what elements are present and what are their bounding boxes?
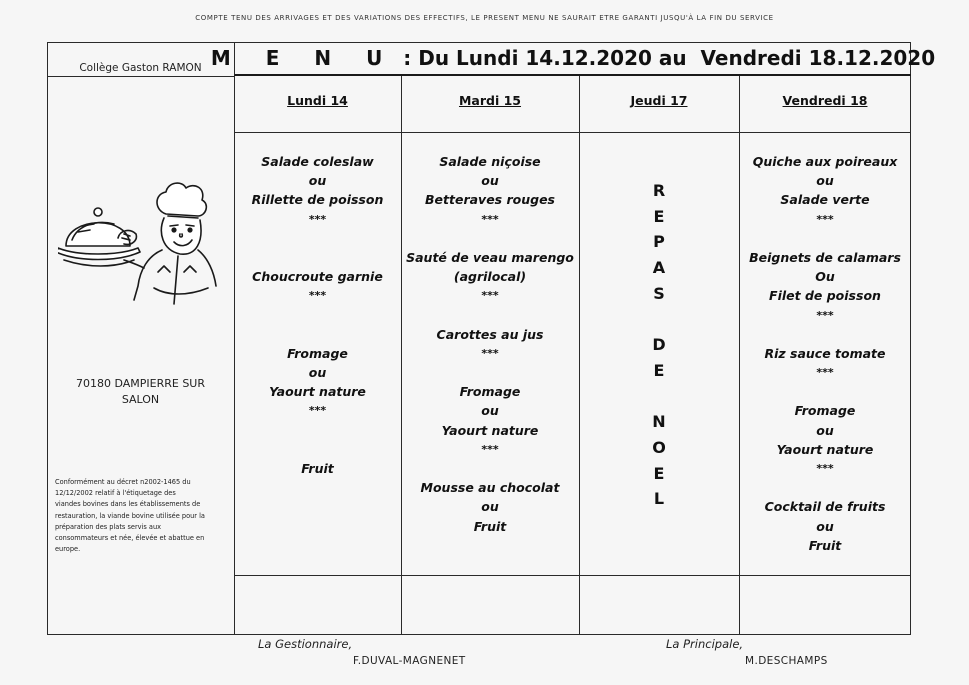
menu-title [210, 42, 936, 76]
header-row-divider [234, 132, 911, 133]
course-separator: *** [481, 442, 499, 456]
menu-item: ou [308, 173, 327, 189]
noel-gap [579, 384, 739, 410]
spacer [739, 229, 911, 248]
noel-letter: A [652, 258, 666, 278]
noel-letter: E [653, 206, 665, 226]
legal-line: consommateurs et née, élevée et abattue en [55, 534, 205, 543]
menu-item: Fromage [459, 384, 521, 400]
spacer [234, 440, 401, 459]
course-separator: *** [481, 212, 499, 226]
menu-item: Fromage [794, 403, 856, 419]
menu-item: Mousse au chocolat [420, 480, 560, 496]
chef-illustration-icon [58, 176, 218, 311]
spacer [401, 306, 579, 325]
footer-row-divider [234, 575, 911, 576]
course-separator: *** [308, 212, 327, 226]
menu-item: Fromage [287, 345, 348, 361]
menu-item: Carottes au jus [436, 326, 544, 342]
legal-line: Conformément au décret n2002-1465 du [55, 478, 191, 486]
signature-left-role: La Gestionnaire, [258, 637, 353, 651]
menu-item: Salade niçoise [439, 154, 541, 169]
spacer [739, 478, 911, 497]
menu-item: Riz sauce tomate [764, 345, 886, 361]
menu-item: ou [816, 518, 834, 534]
signature-right-name: M.DESCHAMPS [745, 655, 828, 667]
noel-letter: O [652, 437, 666, 457]
noel-gap [579, 306, 739, 332]
spacer [739, 325, 911, 344]
legal-line: viandes bovines dans les établissements de [55, 500, 201, 509]
signature-right-role: La Principale, [666, 637, 744, 651]
legal-line: préparation des plats servis aux [55, 522, 162, 531]
legal-line: 12/12/2002 relatif à l'étiquetage des [55, 489, 176, 498]
course-separator: *** [308, 289, 327, 303]
noel-letter: N [652, 412, 666, 432]
menu-item: Betteraves rouges [425, 192, 555, 208]
menu-item: Salade verte [780, 192, 870, 208]
noel-letter: D [652, 335, 666, 355]
menu-item: Beignets de calamars [749, 249, 901, 265]
course-separator: *** [816, 308, 834, 322]
legal-line: europe. [55, 545, 81, 554]
spacer [401, 363, 579, 382]
menu-item: ou [481, 499, 499, 515]
course-separator: *** [481, 289, 499, 303]
menu-column-vendredi [739, 152, 911, 555]
menu-item: Fruit [808, 537, 842, 553]
noel-letter: P [653, 232, 665, 252]
left-panel-top-line [47, 76, 234, 77]
noel-letter: L [653, 489, 665, 509]
menu-item: Fruit [473, 518, 507, 534]
menu-item: ou [481, 173, 499, 189]
menu-item: Rillette de poisson [251, 192, 384, 208]
signature-left-name: F.DUVAL-MAGNENET [353, 655, 466, 667]
menu-item: Sauté de veau marengo [406, 249, 574, 265]
legal-note [55, 477, 231, 555]
menu-item: Fruit [301, 461, 334, 476]
menu-date-range: : Du Lundi 14.12.2020 au Vendredi 18.12.2020 [396, 46, 936, 70]
spacer [234, 325, 401, 344]
noel-letter: E [653, 463, 665, 483]
course-separator: *** [481, 346, 499, 360]
day-header-mardi: Mardi 15 [458, 93, 522, 108]
noel-letter: E [653, 360, 665, 380]
course-separator: *** [816, 366, 834, 380]
day-header-lundi: Lundi 14 [287, 93, 348, 108]
spacer [739, 382, 911, 401]
menu-item: Filet de poisson [769, 288, 881, 304]
spacer [401, 229, 579, 248]
menu-item: (agrilocal) [453, 269, 527, 285]
menu-item: Choucroute garnie [252, 269, 383, 285]
course-separator: *** [308, 404, 327, 418]
menu-item: ou [816, 422, 834, 438]
menu-item: Cocktail de fruits [764, 499, 886, 515]
menu-item: Ou [815, 269, 835, 285]
noel-letter: S [653, 283, 665, 303]
menu-item: ou [816, 173, 834, 189]
menu-item: ou [481, 403, 499, 419]
menu-item: Yaourt nature [269, 384, 366, 400]
course-separator: *** [816, 462, 834, 475]
course-separator: *** [816, 212, 834, 226]
legal-line: restauration, la viande bovine utilisée pour la [55, 511, 205, 520]
repas-de-noel-vertical-text [579, 178, 739, 512]
spacer [234, 229, 401, 248]
spacer [234, 248, 401, 267]
menu-item: Yaourt nature [441, 422, 539, 438]
day-header-jeudi: Jeudi 17 [630, 93, 688, 108]
address-line-2: SALON [121, 393, 160, 406]
spacer [401, 459, 579, 478]
menu-column-lundi [234, 152, 401, 478]
noel-letter: R [652, 181, 666, 200]
spacer [234, 421, 401, 440]
menu-word: M E N U [210, 46, 397, 70]
menu-item: Yaourt nature [776, 441, 874, 457]
menu-item: ou [308, 365, 327, 381]
day-header-vendredi: Vendredi 18 [782, 93, 868, 108]
address-line-1: 70180 DAMPIERRE SUR [75, 377, 206, 390]
menu-item: Salade coleslaw [261, 154, 374, 169]
header-note: COMPTE TENU DES ARRIVAGES ET DES VARIATIONS DES EFFECTIFS, LE PRESENT MENU NE SAURAIT ETRE GARANTI JUSQU'À LA FIN DU SERVICE [195, 14, 774, 22]
school-address [47, 376, 234, 408]
school-name: Collège Gaston RAMON [79, 62, 202, 74]
menu-item: Quiche aux poireaux [752, 154, 898, 169]
spacer [234, 306, 401, 325]
menu-column-mardi [401, 152, 579, 536]
